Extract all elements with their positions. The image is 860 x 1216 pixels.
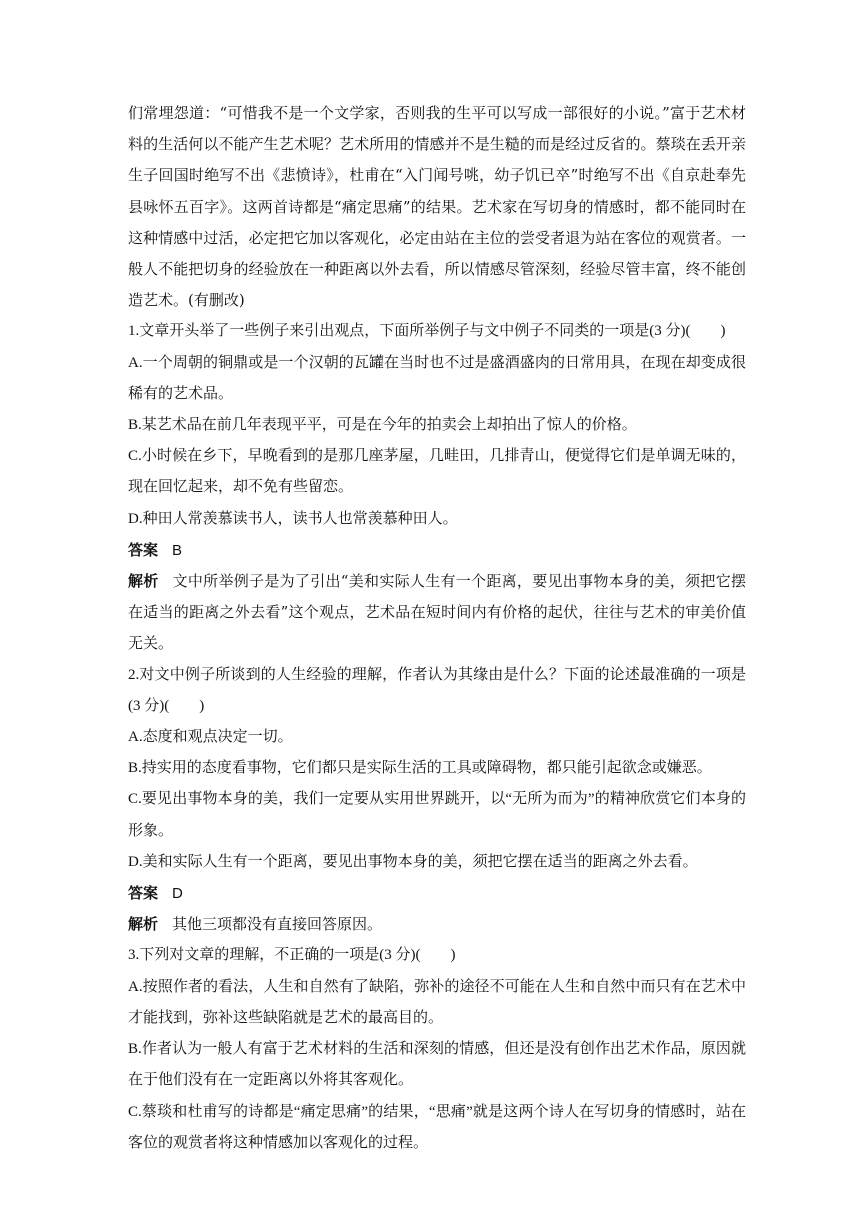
question-1-stem: 1.文章开头举了一些例子来引出观点，下面所举例子与文中例子不同类的一项是(3 分)( ) [128, 323, 726, 340]
question-2-option-c: C.要见出事物本身的美，我们一定要从实用世界跳开，以“无所为而为”的精神欣赏它们本身的形象。 [128, 791, 746, 839]
answer-label: 答案 [128, 540, 159, 559]
question-2-option-d: D.美和实际人生有一个距离，要见出事物本身的美，须把它摆在适当的距离之外去看。 [128, 853, 698, 870]
question-1-analysis [128, 566, 746, 660]
question-3-option-c: C.蔡琰和杜甫写的诗都是“痛定思痛”的结果，“思痛”就是这两个诗人在写切身的情感时，站在客位的观赏者将这种情感加以客观化的过程。 [128, 1103, 746, 1151]
question-2-option-a: A.态度和观点决定一切。 [128, 729, 293, 746]
question-1-option-d: D.种田人常羡慕读书人，读书人也常羡慕种田人。 [128, 510, 458, 527]
question-1-option-a: A.一个周朝的铜鼎或是一个汉朝的瓦罐在当时也不过是盛酒盛肉的日常用具，在现在却变成很稀有的艺术品。 [128, 354, 746, 402]
question-2-answer [128, 878, 746, 909]
analysis-text: 文中所举例子是为了引出“美和实际人生有一个距离，要见出事物本身的美，须把它摆在适当的距离之外去看”这个观点，艺术品在短时间内有价格的起伏，往往与艺术的审美价值无关。 [128, 572, 746, 653]
question-1-option-b: B.某艺术品在前几年表现平平，可是在今年的拍卖会上却拍出了惊人的价格。 [128, 417, 637, 434]
question-3-stem: 3.下列对文章的理解，不正确的一项是(3 分)( ) [128, 947, 456, 964]
analysis-label: 解析 [128, 572, 159, 591]
analysis-label: 解析 [128, 915, 159, 934]
question-1-answer [128, 535, 746, 566]
question-1-option-c: C.小时候在乡下，早晚看到的是那几座茅屋，几畦田，几排青山，便觉得它们是单调无味的，现在回忆起来，却不免有些留恋。 [128, 448, 746, 496]
answer-label: 答案 [128, 884, 159, 903]
question-2-analysis [128, 909, 746, 940]
question-2-option-b: B.持实用的态度看事物，它们都只是实际生活的工具或障碍物，都只能引起欲念或嫌恶。 [128, 760, 712, 777]
question-3-option-b: B.作者认为一般人有富于艺术材料的生活和深刻的情感，但还是没有创作出艺术作品，原因就在于他们没有在一定距离以外将其客观化。 [128, 1041, 746, 1089]
analysis-text: 其他三项都没有直接回答原因。 [172, 915, 383, 934]
document-page [128, 98, 746, 1159]
answer-value: B [172, 541, 183, 559]
answer-value: D [172, 885, 183, 903]
question-3-option-a: A.按照作者的看法，人生和自然有了缺陷，弥补的途径不可能在人生和自然中而只有在艺术中才能找到，弥补这些缺陷就是艺术的最高目的。 [128, 978, 746, 1026]
question-2-stem: 2.对文中例子所谈到的人生经验的理解，作者认为其缘由是什么？下面的论述最准确的一项是(3 分)( ) [128, 666, 746, 714]
passage-text: 们常埋怨道：“可惜我不是一个文学家，否则我的生平可以写成一部很好的小说。”富于艺术材料的生活何以不能产生艺术呢？艺术所用的情感并不是生糙的而是经过反省的。蔡琰在丢开亲生子回国时绝写不出《悲愤诗》，杜甫在“入门闻号咷，幼子饥已卒”时绝写不出《自京赴奉先县咏怀五百字》。这两首诗都是“痛定思痛”的结果。艺术家在写切身的情感时，都不能同时在这种情感中过活，必定把它加以客观化，必定由站在主位的尝受者退为站在客位的观赏者。一般人不能把切身的经验放在一种距离以外去看，所以情感尽管深刻，经验尽管丰富，终不能创造艺术。(有删改) [128, 104, 746, 310]
